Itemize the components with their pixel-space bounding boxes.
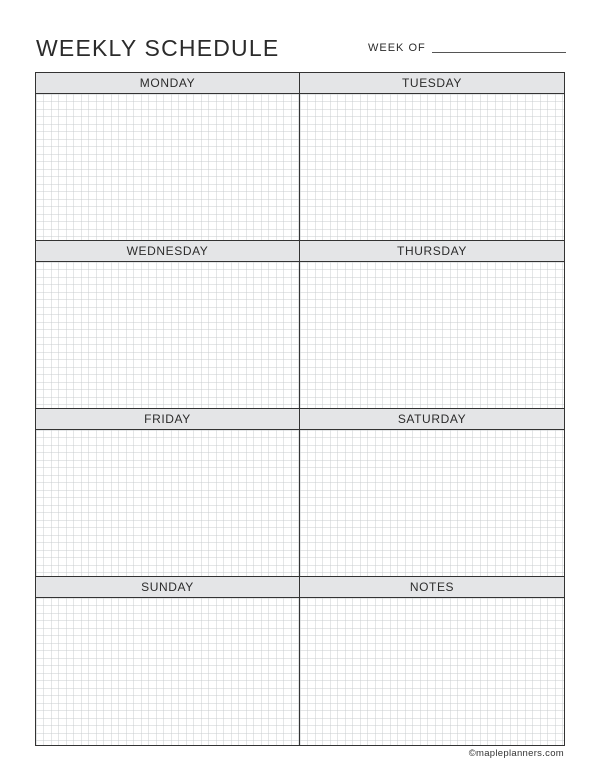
week-of-field xyxy=(368,42,566,55)
monday-writing-area[interactable] xyxy=(36,94,299,240)
thursday-writing-area[interactable] xyxy=(300,262,564,408)
section-header: SUNDAY xyxy=(36,577,299,598)
week-of-line[interactable] xyxy=(432,52,566,53)
sunday-section xyxy=(36,577,300,745)
tuesday-writing-area[interactable] xyxy=(300,94,564,240)
monday-section xyxy=(36,73,300,241)
wednesday-section xyxy=(36,241,300,409)
notes-section xyxy=(300,577,564,745)
weekly-planner-grid xyxy=(35,72,565,746)
page-title: WEEKLY SCHEDULE xyxy=(36,35,280,61)
section-header: FRIDAY xyxy=(36,409,299,430)
saturday-section xyxy=(300,409,564,577)
section-header: MONDAY xyxy=(36,73,299,94)
section-header: NOTES xyxy=(300,577,564,598)
section-header: TUESDAY xyxy=(300,73,564,94)
notes-writing-area[interactable] xyxy=(300,598,564,745)
copyright-text: ©mapleplanners.com xyxy=(468,748,564,759)
thursday-section xyxy=(300,241,564,409)
sunday-writing-area[interactable] xyxy=(36,598,299,745)
week-of-label: WEEK OF xyxy=(368,42,426,54)
friday-section xyxy=(36,409,300,577)
section-header: SATURDAY xyxy=(300,409,564,430)
section-header: THURSDAY xyxy=(300,241,564,262)
tuesday-section xyxy=(300,73,564,241)
friday-writing-area[interactable] xyxy=(36,430,299,576)
section-header: WEDNESDAY xyxy=(36,241,299,262)
saturday-writing-area[interactable] xyxy=(300,430,564,576)
wednesday-writing-area[interactable] xyxy=(36,262,299,408)
